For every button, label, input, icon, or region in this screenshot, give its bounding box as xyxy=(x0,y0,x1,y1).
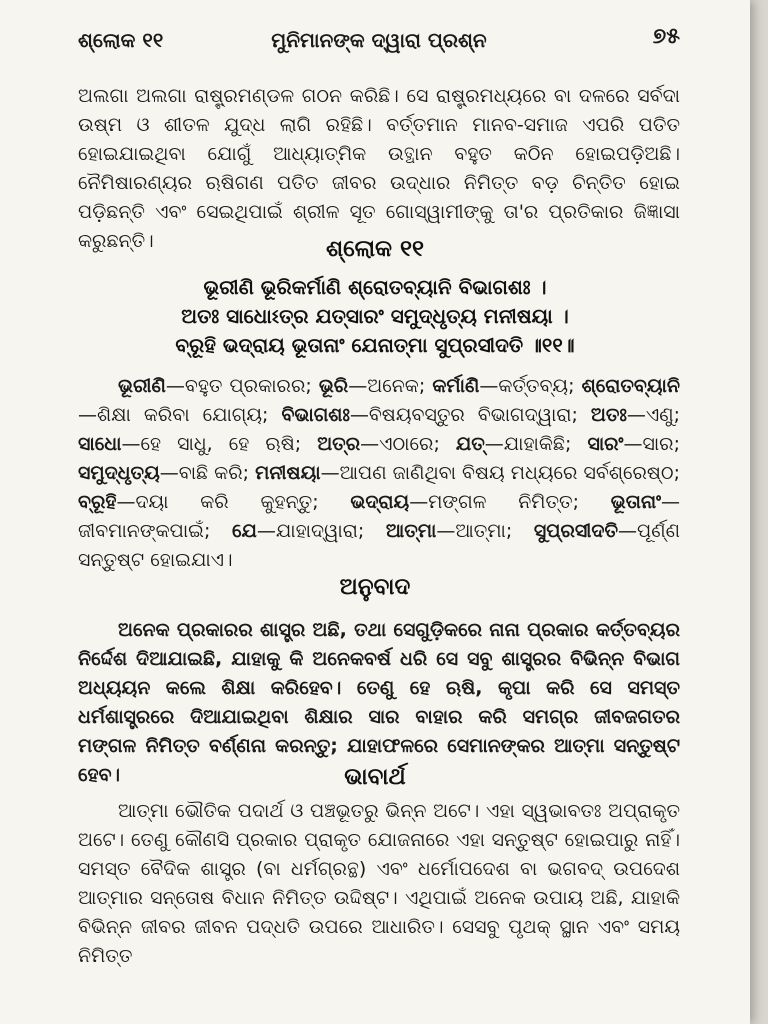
synonym-word: ଶ୍ରୋତବ୍ୟାନି xyxy=(581,375,680,397)
running-head-verse: ଶ୍ଲୋକ ୧୧ xyxy=(78,28,164,52)
synonym-meaning: ଏଠାରେ xyxy=(379,433,434,455)
page-number: ୭୫ xyxy=(652,24,680,49)
synonym-word: ସୁପ୍ରସୀଦତି xyxy=(533,520,619,542)
synonym-word: ସାଧୋ xyxy=(78,433,122,455)
synonym-meaning: ବହୁତ ପ୍ରକାରର xyxy=(184,375,306,397)
translation-text: ଅନେକ ପ୍ରକାରର ଶାସ୍ତ୍ର ଅଛି, ତଥା ସେଗୁଡ଼ିକରେ ନାନା ପ୍ରକାର କର୍ତ୍ତବ୍ୟର ନିର୍ଦ୍ଦେଶ ଦିଆଯାଇଛି, ଯାହାକୁ କି ଅନେକବର୍ଷ ଧରି ସେ ସବୁ ଶାସ୍ତ୍ରର ବିଭିନ୍ନ ବିଭାଗ ଅଧ୍ୟୟନ କଲେ ଶିକ୍ଷା କରିହେବ। ତେଣୁ ହେ ଋଷି, କୃପା କରି ସେ ସମସ୍ତ ଧର୍ମଶାସ୍ତ୍ରରେ ଦିଆଯାଇଥିବା ଶିକ୍ଷାର ସାର ବାହାର କରି ସମଗ୍ର ଜୀବଜଗତର ମଙ୍ଗଳ ନିମିତ୍ତ ବର୍ଣ୍ଣନା କରନ୍ତୁ; ଯାହାଫଳରେ ସେମାନଙ୍କର ଆତ୍ମା ସନ୍ତୁଷ୍ଟ ହେବ। xyxy=(78,619,680,786)
synonym-word: କର୍ମାଣି xyxy=(432,375,480,397)
synonym-meaning: କର୍ତ୍ତବ୍ୟ xyxy=(498,375,569,397)
purport-text: ଆତ୍ମା ଭୌତିକ ପଦାର୍ଥ ଓ ପଞ୍ଚଭୂତରୁ ଭିନ୍ନ ଅଟେ। ଏହା ସ୍ୱଭାବତଃ ଅପ୍ରାକୃତ ଅଟେ। ତେଣୁ କୌଣସି ପ୍ରକାର ପ୍ରାକୃତ ଯୋଜନାରେ ଏହା ସନ୍ତୁଷ୍ଟ ହୋଇପାରୁ ନାହିଁ। ସମସ୍ତ ବୈଦିକ ଶାସ୍ତ୍ର (ବା ଧର୍ମଗ୍ରନ୍ଥ) ଏବଂ ଧର୍ମୋପଦେଶ ବା ଭଗବଦ୍ ଉପଦେଶ ଆତ୍ମାର ସନ୍ତୋଷ ବିଧାନ ନିମିତ୍ତ ଉଦ୍ଦିଷ୍ଟ। ଏଥିପାଇଁ ଅନେକ ଉପାୟ ଅଛି, ଯାହାକି ବିଭିନ୍ନ ଜୀବର ଜୀବନ ପଦ୍ଧତି ଉପରେ ଆଧାରିତ। ସେସବୁ ପୃଥକ୍ ସ୍ଥାନ ଏବଂ ସମୟ ନିମିତ୍ତ xyxy=(78,800,680,967)
page-header xyxy=(78,24,680,58)
synonym-meaning: ବାଛି କରି xyxy=(178,462,243,484)
synonym-word: ମନୀଷୟା xyxy=(255,462,321,484)
synonym-meaning: ଦୟା କରି କୁହନ୍ତୁ xyxy=(135,491,313,513)
synonym-meaning: ଆତ୍ମା xyxy=(455,520,506,542)
synonym-word: ଯତ୍ xyxy=(455,433,485,455)
translation-heading: ଅନୁବାଦ xyxy=(339,574,411,600)
purport-heading: ଭାବାର୍ଥ xyxy=(344,764,406,790)
synonym-meaning: ଶିକ୍ଷା କରିବା ଯୋଗ୍ୟ xyxy=(97,404,263,426)
synonym-word: ଭୂରୀଣି xyxy=(118,375,166,397)
synonym-word: ଅତ୍ର xyxy=(317,433,361,455)
verse-line: ବ୍ରୂହି ଭଦ୍ରାୟ ଭୂତାନାଂ ଯେନାତ୍ମା ସୁପ୍ରସୀଦତି ॥୧୧॥ xyxy=(175,333,575,357)
synonym-meaning: ପୂର୍ଣ୍ଣ ସନ୍ତୁଷ୍ଟ ହୋଇଯାଏ xyxy=(78,520,680,571)
synonym-word: ବିଭାଗଶଃ xyxy=(281,404,350,426)
synonym-word: ବ୍ରୂହି xyxy=(78,491,117,513)
sanskrit-verse xyxy=(0,273,750,360)
synonym-word: ଭୂରି xyxy=(318,375,349,397)
synonym-word: ଭଦ୍ରାୟ xyxy=(350,491,410,513)
word-synonyms: ଭୂରୀଣି—ବହୁତ ପ୍ରକାରର; ଭୂରି—ଅନେକ; କର୍ମାଣି—କର୍ତ୍ତବ୍ୟ; ଶ୍ରୋତବ୍ୟାନି—ଶିକ୍ଷା କରିବା ଯୋଗ୍ୟ; ବିଭାଗଶଃ—ବିଷୟବସ୍ତୁର ବିଭାଗଦ୍ୱାରା; ଅତଃ—ଏଣୁ; ସାଧୋ—ହେ ସାଧୁ, ହେ ଋଷି; ଅତ୍ର—ଏଠାରେ; ଯତ୍—ଯାହାକିଛି; ସାରଂ—ସାର; ସମୁଦ୍ଧୃତ୍ୟ—ବାଛି କରି; ମନୀଷୟା—ଆପଣ ଜାଣିଥିବା ବିଷୟ ମଧ୍ୟରେ ସର୍ବଶ୍ରେଷ୍ଠ; ବ୍ରୂହି—ଦୟା କରି କୁହନ୍ତୁ; ଭଦ୍ରାୟ—ମଙ୍ଗଳ ନିମିତ୍ତ; ଭୂତାନାଂ—ଜୀବମାନଙ୍କପାଇଁ; ଯେ—ଯାହାଦ୍ୱାରା; ଆତ୍ମା—ଆତ୍ମା; ସୁପ୍ରସୀଦତି—ପୂର୍ଣ୍ଣ ସନ୍ତୁଷ୍ଟ ହୋଇଯାଏ। xyxy=(78,375,680,571)
synonym-meaning: ଯାହାଦ୍ୱାରା xyxy=(275,520,358,542)
synonym-word: ଆତ୍ମା xyxy=(385,520,437,542)
synonym-meaning: ଯାହାକିଛି xyxy=(503,433,565,455)
synonym-meaning: ବିଷୟବସ୍ତୁର ବିଭାଗଦ୍ୱାରା xyxy=(368,404,572,426)
synonym-meaning: ଅନେକ xyxy=(367,375,419,397)
synonym-word: ଭୂତାନାଂ xyxy=(610,491,661,513)
intro-paragraph: ଅଲଗା ଅଲଗା ରାଷ୍ଟ୍ରମଣ୍ଡଳ ଗଠନ କରିଛି। ସେ ରାଷ୍ଟ୍ରମଧ୍ୟରେ ବା ଦଳରେ ସର୍ବଦା ଉଷ୍ମ ଓ ଶୀତଳ ଯୁଦ୍ଧ ଲାଗି ରହିଛି। ବର୍ତ୍ତମାନ ମାନବ-ସମାଜ ଏପରି ପତିତ ହୋଇଯାଇଥିବା ଯୋଗୁଁ ଆଧ୍ୟାତ୍ମିକ ଉତ୍ଥାନ ବହୁତ କଠିନ ହୋଇପଡ଼ିଅଛି। ନୈମିଷାରଣ୍ୟର ଋଷିଗଣ ପତିତ ଜୀବର ଉଦ୍ଧାର ନିମିତ୍ତ ବଡ଼ ଚିନ୍ତିତ ହୋଇ ପଡ଼ିଛନ୍ତି ଏବଂ ସେଇଥିପାଇଁ ଶ୍ରୀଳ ସୂତ ଗୋସ୍ୱାମୀଙ୍କୁ ତା'ର ପ୍ରତିକାର ଜିଜ୍ଞାସା କରୁଛନ୍ତି। xyxy=(78,85,680,252)
synonym-word: ଅତଃ xyxy=(590,404,627,426)
synonym-word: ସମୁଦ୍ଧୃତ୍ୟ xyxy=(78,462,160,484)
verse-line: ଭୂରୀଣି ଭୂରିକର୍ମାଣି ଶ୍ରୋତବ୍ୟାନି ବିଭାଗଶଃ । xyxy=(203,275,547,299)
verse-line: ଅତଃ ସାଧୋଽତ୍ର ଯତ୍‌ସାରଂ ସମୁଦ୍ଧୃତ୍ୟ ମନୀଷୟା । xyxy=(181,304,569,328)
synonym-word: ସାରଂ xyxy=(587,433,624,455)
verse-heading: ଶ୍ଲୋକ ୧୧ xyxy=(325,236,425,262)
synonym-meaning: ମଙ୍ଗଳ ନିମିତ୍ତ xyxy=(428,491,573,513)
synonym-meaning: ଏଣୁ xyxy=(645,404,674,426)
running-head-title: ମୁନିମାନଙ୍କ ଦ୍ୱାରା ପ୍ରଶ୍ନ xyxy=(271,28,487,52)
synonym-meaning: ସାର xyxy=(642,433,674,455)
synonym-meaning: ଆପଣ ଜାଣିଥିବା ବିଷୟ ମଧ୍ୟରେ ସର୍ବଶ୍ରେଷ୍ଠ xyxy=(339,462,674,484)
synonym-meaning: ଜୀବମାନଙ୍କପାଇଁ xyxy=(78,520,204,542)
synonym-word: ଯେ xyxy=(232,520,257,542)
synonym-meaning: ହେ ସାଧୁ, ହେ ଋଷି xyxy=(140,433,295,455)
